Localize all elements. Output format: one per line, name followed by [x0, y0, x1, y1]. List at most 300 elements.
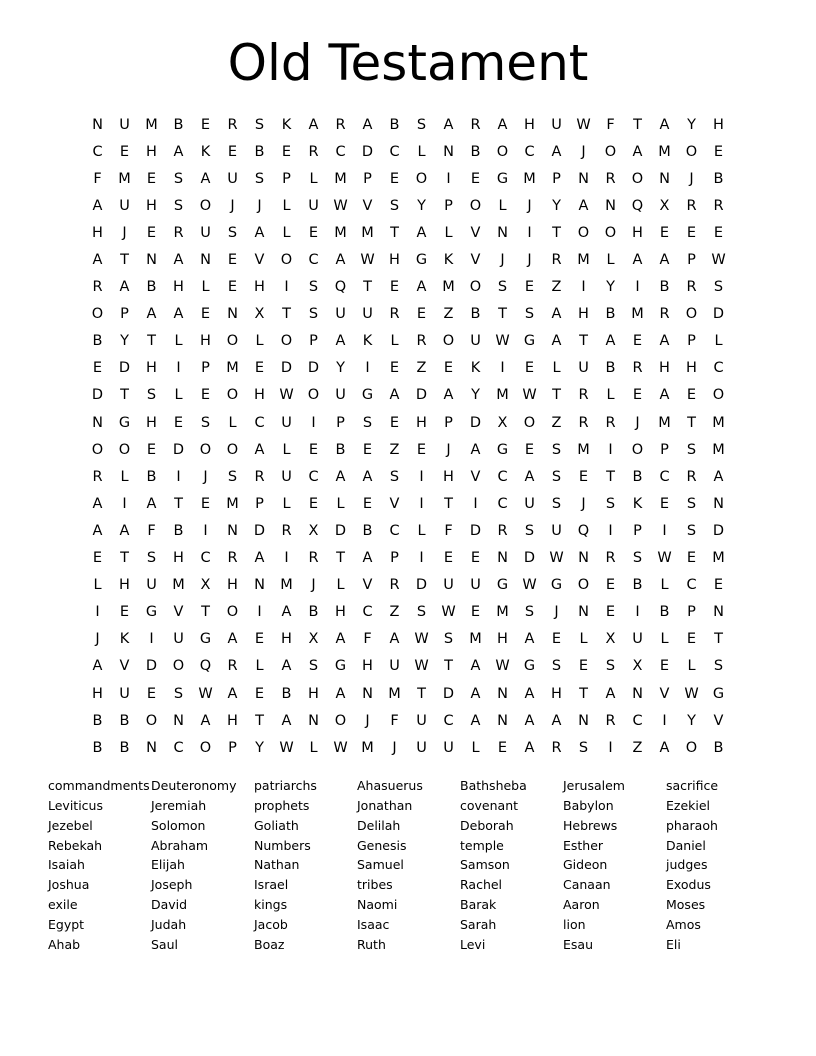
grid-letter[interactable]: N — [200, 252, 211, 269]
grid-letter[interactable]: C — [713, 360, 724, 377]
grid-letter[interactable]: C — [686, 577, 697, 594]
grid-letter[interactable]: I — [176, 360, 181, 377]
grid-letter[interactable]: A — [443, 387, 454, 404]
grid-letter[interactable]: M — [361, 739, 374, 756]
grid-letter[interactable]: E — [119, 143, 130, 160]
grid-letter[interactable]: V — [713, 712, 724, 729]
grid-letter[interactable]: J — [527, 197, 532, 214]
grid-letter[interactable]: O — [145, 712, 158, 729]
grid-letter[interactable]: L — [282, 441, 291, 458]
grid-letter[interactable]: A — [362, 550, 373, 567]
grid-letter[interactable]: N — [578, 712, 589, 729]
grid-letter[interactable]: Z — [389, 604, 400, 621]
grid-letter[interactable]: O — [469, 197, 482, 214]
grid-letter[interactable]: E — [146, 224, 157, 241]
grid-letter[interactable]: O — [577, 224, 590, 241]
grid-letter[interactable]: U — [281, 468, 292, 485]
grid-letter[interactable]: O — [226, 604, 239, 621]
grid-letter[interactable]: R — [605, 414, 616, 431]
grid-letter[interactable]: T — [687, 414, 696, 431]
grid-letter[interactable]: A — [551, 333, 562, 350]
grid-letter[interactable]: R — [497, 522, 508, 539]
grid-letter[interactable]: R — [254, 468, 265, 485]
grid-letter[interactable]: X — [308, 631, 319, 648]
grid-letter[interactable]: J — [203, 468, 208, 485]
grid-letter[interactable]: L — [309, 170, 318, 187]
grid-letter[interactable]: G — [496, 170, 509, 187]
grid-letter[interactable]: Y — [120, 333, 129, 350]
grid-letter[interactable]: Y — [687, 116, 696, 133]
grid-letter[interactable]: E — [497, 739, 508, 756]
grid-letter[interactable]: H — [254, 279, 265, 296]
grid-letter[interactable]: W — [279, 387, 294, 404]
grid-letter[interactable]: I — [500, 360, 505, 377]
grid-letter[interactable]: R — [605, 170, 616, 187]
grid-letter[interactable]: O — [199, 739, 212, 756]
grid-letter[interactable]: R — [605, 712, 616, 729]
grid-letter[interactable]: O — [685, 306, 698, 323]
grid-letter[interactable]: W — [414, 631, 429, 648]
grid-letter[interactable]: R — [686, 468, 697, 485]
grid-letter[interactable]: M — [361, 224, 374, 241]
grid-letter[interactable]: M — [334, 170, 347, 187]
grid-letter[interactable]: K — [443, 252, 454, 269]
grid-letter[interactable]: Z — [389, 441, 400, 458]
grid-letter[interactable]: N — [362, 685, 373, 702]
grid-letter[interactable]: L — [579, 631, 588, 648]
grid-letter[interactable]: P — [444, 414, 453, 431]
grid-letter[interactable]: A — [92, 522, 103, 539]
grid-letter[interactable]: S — [389, 197, 400, 214]
grid-letter[interactable]: A — [713, 468, 724, 485]
grid-letter[interactable]: U — [443, 577, 454, 594]
grid-letter[interactable]: N — [497, 712, 508, 729]
grid-letter[interactable]: E — [659, 658, 670, 675]
grid-letter[interactable]: F — [390, 712, 399, 729]
grid-letter[interactable]: Y — [552, 197, 561, 214]
grid-letter[interactable]: H — [92, 224, 103, 241]
grid-letter[interactable]: H — [389, 252, 400, 269]
grid-letter[interactable]: A — [389, 387, 400, 404]
grid-letter[interactable]: L — [606, 252, 615, 269]
grid-letter[interactable]: H — [92, 685, 103, 702]
grid-letter[interactable]: K — [632, 495, 643, 512]
grid-letter[interactable]: R — [578, 387, 589, 404]
grid-letter[interactable]: J — [500, 252, 505, 269]
grid-letter[interactable]: I — [635, 279, 640, 296]
grid-letter[interactable]: G — [712, 685, 725, 702]
grid-letter[interactable]: E — [200, 495, 211, 512]
grid-letter[interactable]: I — [311, 414, 316, 431]
grid-letter[interactable]: K — [470, 360, 481, 377]
grid-letter[interactable]: E — [200, 116, 211, 133]
grid-letter[interactable]: A — [470, 685, 481, 702]
grid-letter[interactable]: A — [146, 306, 157, 323]
grid-letter[interactable]: G — [334, 658, 347, 675]
grid-letter[interactable]: B — [632, 468, 643, 485]
grid-letter[interactable]: G — [496, 441, 509, 458]
grid-letter[interactable]: L — [660, 631, 669, 648]
grid-letter[interactable]: J — [257, 197, 262, 214]
grid-letter[interactable]: S — [362, 414, 373, 431]
grid-letter[interactable]: B — [146, 468, 157, 485]
grid-letter[interactable]: U — [335, 387, 346, 404]
grid-letter[interactable]: D — [280, 360, 293, 377]
grid-letter[interactable]: M — [226, 495, 239, 512]
grid-letter[interactable]: E — [281, 143, 292, 160]
grid-letter[interactable]: S — [308, 658, 319, 675]
grid-letter[interactable]: O — [226, 333, 239, 350]
grid-letter[interactable]: A — [605, 685, 616, 702]
grid-letter[interactable]: G — [523, 658, 536, 675]
grid-letter[interactable]: S — [524, 306, 535, 323]
grid-letter[interactable]: F — [606, 116, 615, 133]
grid-letter[interactable]: I — [176, 468, 181, 485]
grid-letter[interactable]: E — [200, 306, 211, 323]
grid-letter[interactable]: D — [523, 550, 536, 567]
grid-letter[interactable]: Q — [631, 197, 644, 214]
grid-letter[interactable]: C — [335, 143, 346, 160]
grid-letter[interactable]: B — [173, 116, 184, 133]
grid-letter[interactable]: H — [524, 116, 535, 133]
grid-letter[interactable]: S — [389, 468, 400, 485]
grid-letter[interactable]: H — [497, 631, 508, 648]
grid-letter[interactable]: Y — [606, 279, 615, 296]
grid-letter[interactable]: J — [689, 170, 694, 187]
grid-letter[interactable]: J — [311, 577, 316, 594]
grid-letter[interactable]: N — [146, 739, 157, 756]
grid-letter[interactable]: J — [122, 224, 127, 241]
grid-letter[interactable]: O — [496, 143, 509, 160]
grid-letter[interactable]: U — [200, 224, 211, 241]
grid-letter[interactable]: A — [389, 631, 400, 648]
grid-letter[interactable]: R — [578, 414, 589, 431]
grid-letter[interactable]: V — [119, 658, 130, 675]
grid-letter[interactable]: E — [659, 224, 670, 241]
grid-letter[interactable]: U — [119, 197, 130, 214]
grid-letter[interactable]: R — [551, 739, 562, 756]
grid-letter[interactable]: I — [581, 279, 586, 296]
grid-letter[interactable]: W — [549, 550, 564, 567]
grid-letter[interactable]: Z — [551, 414, 562, 431]
grid-letter[interactable]: E — [389, 279, 400, 296]
grid-letter[interactable]: B — [119, 739, 130, 756]
grid-letter[interactable]: R — [335, 116, 346, 133]
grid-letter[interactable]: I — [608, 739, 613, 756]
grid-letter[interactable]: L — [687, 658, 696, 675]
grid-letter[interactable]: W — [333, 739, 348, 756]
grid-letter[interactable]: S — [551, 468, 562, 485]
grid-letter[interactable]: A — [308, 116, 319, 133]
grid-letter[interactable]: H — [713, 116, 724, 133]
grid-letter[interactable]: C — [362, 604, 373, 621]
grid-letter[interactable]: S — [173, 170, 184, 187]
grid-letter[interactable]: H — [659, 360, 670, 377]
grid-letter[interactable]: P — [336, 414, 345, 431]
grid-letter[interactable]: H — [146, 360, 157, 377]
grid-letter[interactable]: U — [632, 631, 643, 648]
grid-letter[interactable]: A — [227, 631, 238, 648]
grid-letter[interactable]: P — [633, 522, 642, 539]
grid-letter[interactable]: M — [658, 414, 671, 431]
grid-letter[interactable]: U — [146, 577, 157, 594]
grid-letter[interactable]: H — [146, 197, 157, 214]
grid-letter[interactable]: E — [173, 414, 184, 431]
grid-letter[interactable]: O — [604, 224, 617, 241]
grid-letter[interactable]: D — [469, 414, 482, 431]
grid-letter[interactable]: B — [92, 712, 103, 729]
grid-letter[interactable]: T — [552, 387, 561, 404]
grid-letter[interactable]: A — [335, 631, 346, 648]
grid-letter[interactable]: B — [659, 604, 670, 621]
grid-letter[interactable]: L — [228, 414, 237, 431]
grid-letter[interactable]: S — [605, 658, 616, 675]
grid-letter[interactable]: A — [470, 658, 481, 675]
grid-letter[interactable]: M — [631, 306, 644, 323]
grid-letter[interactable]: Q — [577, 522, 590, 539]
grid-letter[interactable]: G — [523, 333, 536, 350]
grid-letter[interactable]: O — [523, 414, 536, 431]
grid-letter[interactable]: M — [496, 604, 509, 621]
grid-letter[interactable]: S — [497, 279, 508, 296]
grid-letter[interactable]: M — [496, 387, 509, 404]
grid-letter[interactable]: X — [497, 414, 508, 431]
grid-letter[interactable]: C — [173, 739, 184, 756]
grid-letter[interactable]: E — [578, 468, 589, 485]
grid-letter[interactable]: A — [173, 252, 184, 269]
grid-letter[interactable]: A — [470, 712, 481, 729]
grid-letter[interactable]: O — [226, 441, 239, 458]
grid-letter[interactable]: T — [201, 604, 210, 621]
grid-letter[interactable]: S — [173, 197, 184, 214]
grid-letter[interactable]: I — [635, 604, 640, 621]
grid-letter[interactable]: E — [389, 360, 400, 377]
grid-letter[interactable]: H — [200, 333, 211, 350]
grid-letter[interactable]: V — [362, 197, 373, 214]
grid-letter[interactable]: O — [442, 333, 455, 350]
grid-letter[interactable]: E — [443, 360, 454, 377]
grid-letter[interactable]: I — [284, 279, 289, 296]
grid-letter[interactable]: C — [497, 468, 508, 485]
grid-letter[interactable]: V — [470, 468, 481, 485]
grid-letter[interactable]: S — [308, 279, 319, 296]
grid-letter[interactable]: D — [469, 522, 482, 539]
grid-letter[interactable]: T — [120, 550, 129, 567]
grid-letter[interactable]: P — [687, 252, 696, 269]
grid-letter[interactable]: L — [282, 224, 291, 241]
grid-letter[interactable]: R — [416, 333, 427, 350]
grid-letter[interactable]: E — [146, 170, 157, 187]
grid-letter[interactable]: T — [579, 333, 588, 350]
grid-letter[interactable]: E — [308, 441, 319, 458]
grid-letter[interactable]: G — [118, 414, 131, 431]
grid-letter[interactable]: R — [389, 306, 400, 323]
grid-letter[interactable]: D — [415, 577, 428, 594]
grid-letter[interactable]: E — [254, 685, 265, 702]
grid-letter[interactable]: I — [419, 468, 424, 485]
grid-letter[interactable]: R — [92, 468, 103, 485]
grid-letter[interactable]: J — [230, 197, 235, 214]
grid-letter[interactable]: B — [146, 279, 157, 296]
grid-letter[interactable]: B — [335, 441, 346, 458]
grid-letter[interactable]: Z — [551, 279, 562, 296]
grid-letter[interactable]: A — [659, 387, 670, 404]
grid-letter[interactable]: M — [118, 170, 131, 187]
grid-letter[interactable]: S — [551, 495, 562, 512]
grid-letter[interactable]: P — [363, 170, 372, 187]
grid-letter[interactable]: E — [686, 387, 697, 404]
grid-letter[interactable]: D — [361, 143, 374, 160]
grid-letter[interactable]: O — [118, 441, 131, 458]
grid-letter[interactable]: W — [495, 333, 510, 350]
grid-letter[interactable]: S — [227, 468, 238, 485]
grid-letter[interactable]: T — [147, 333, 156, 350]
grid-letter[interactable]: O — [631, 170, 644, 187]
grid-letter[interactable]: N — [146, 252, 157, 269]
grid-letter[interactable]: E — [686, 224, 697, 241]
grid-letter[interactable]: Z — [443, 306, 454, 323]
grid-letter[interactable]: O — [712, 387, 725, 404]
grid-letter[interactable]: E — [92, 360, 103, 377]
grid-letter[interactable]: E — [227, 279, 238, 296]
grid-letter[interactable]: M — [712, 550, 725, 567]
grid-letter[interactable]: E — [416, 441, 427, 458]
grid-letter[interactable]: A — [281, 712, 292, 729]
grid-letter[interactable]: W — [684, 685, 699, 702]
grid-letter[interactable]: F — [363, 631, 372, 648]
grid-letter[interactable]: F — [93, 170, 102, 187]
grid-letter[interactable]: T — [444, 495, 453, 512]
grid-letter[interactable]: W — [522, 577, 537, 594]
grid-letter[interactable]: T — [444, 658, 453, 675]
grid-letter[interactable]: R — [227, 658, 238, 675]
grid-letter[interactable]: E — [308, 495, 319, 512]
grid-letter[interactable]: G — [550, 577, 563, 594]
grid-letter[interactable]: A — [362, 468, 373, 485]
grid-letter[interactable]: U — [119, 116, 130, 133]
grid-letter[interactable]: M — [145, 116, 158, 133]
grid-letter[interactable]: O — [91, 306, 104, 323]
grid-letter[interactable]: R — [308, 143, 319, 160]
grid-letter[interactable]: I — [608, 522, 613, 539]
grid-letter[interactable]: A — [335, 333, 346, 350]
grid-letter[interactable]: H — [686, 360, 697, 377]
grid-letter[interactable]: R — [713, 197, 724, 214]
grid-letter[interactable]: A — [335, 468, 346, 485]
grid-letter[interactable]: H — [146, 414, 157, 431]
grid-letter[interactable]: N — [497, 224, 508, 241]
grid-letter[interactable]: P — [444, 197, 453, 214]
grid-letter[interactable]: R — [308, 550, 319, 567]
grid-letter[interactable]: N — [578, 604, 589, 621]
grid-letter[interactable]: E — [605, 577, 616, 594]
grid-letter[interactable]: C — [389, 143, 400, 160]
grid-letter[interactable]: N — [497, 685, 508, 702]
grid-letter[interactable]: T — [579, 685, 588, 702]
grid-letter[interactable]: A — [659, 333, 670, 350]
grid-letter[interactable]: E — [227, 252, 238, 269]
grid-letter[interactable]: T — [714, 631, 723, 648]
grid-letter[interactable]: B — [92, 333, 103, 350]
grid-letter[interactable]: P — [687, 333, 696, 350]
grid-letter[interactable]: A — [551, 712, 562, 729]
grid-letter[interactable]: N — [443, 143, 454, 160]
grid-letter[interactable]: W — [441, 604, 456, 621]
grid-letter[interactable]: S — [200, 414, 211, 431]
grid-letter[interactable]: W — [495, 658, 510, 675]
grid-letter[interactable]: T — [120, 387, 129, 404]
grid-letter[interactable]: M — [712, 441, 725, 458]
grid-letter[interactable]: P — [228, 739, 237, 756]
grid-letter[interactable]: H — [308, 685, 319, 702]
grid-letter[interactable]: L — [660, 577, 669, 594]
grid-letter[interactable]: U — [281, 414, 292, 431]
grid-letter[interactable]: A — [416, 279, 427, 296]
grid-letter[interactable]: S — [551, 658, 562, 675]
grid-letter[interactable]: M — [523, 170, 536, 187]
grid-letter[interactable]: W — [360, 252, 375, 269]
grid-letter[interactable]: V — [659, 685, 670, 702]
grid-letter[interactable]: I — [95, 604, 100, 621]
grid-letter[interactable]: H — [443, 468, 454, 485]
grid-letter[interactable]: X — [308, 522, 319, 539]
grid-letter[interactable]: E — [713, 577, 724, 594]
grid-letter[interactable]: B — [173, 522, 184, 539]
grid-letter[interactable]: O — [172, 658, 185, 675]
grid-letter[interactable]: X — [632, 658, 643, 675]
grid-letter[interactable]: N — [173, 712, 184, 729]
grid-letter[interactable]: S — [686, 495, 697, 512]
grid-letter[interactable]: E — [362, 441, 373, 458]
grid-letter[interactable]: K — [200, 143, 211, 160]
grid-letter[interactable]: M — [280, 577, 293, 594]
grid-letter[interactable]: J — [554, 604, 559, 621]
grid-letter[interactable]: A — [551, 306, 562, 323]
grid-letter[interactable]: E — [254, 631, 265, 648]
grid-letter[interactable]: A — [578, 197, 589, 214]
grid-letter[interactable]: C — [254, 414, 265, 431]
grid-letter[interactable]: S — [524, 604, 535, 621]
grid-letter[interactable]: U — [119, 685, 130, 702]
grid-letter[interactable]: T — [498, 306, 507, 323]
grid-letter[interactable]: A — [119, 522, 130, 539]
grid-letter[interactable]: K — [281, 116, 292, 133]
grid-letter[interactable]: V — [389, 495, 400, 512]
grid-letter[interactable]: H — [281, 631, 292, 648]
grid-letter[interactable]: D — [712, 522, 725, 539]
grid-letter[interactable]: C — [524, 143, 535, 160]
grid-letter[interactable]: A — [200, 170, 211, 187]
grid-letter[interactable]: W — [576, 116, 591, 133]
grid-letter[interactable]: A — [281, 604, 292, 621]
grid-letter[interactable]: O — [91, 441, 104, 458]
grid-letter[interactable]: D — [712, 306, 725, 323]
grid-letter[interactable]: I — [419, 550, 424, 567]
grid-letter[interactable]: G — [199, 631, 212, 648]
grid-letter[interactable]: O — [631, 441, 644, 458]
grid-letter[interactable]: A — [146, 495, 157, 512]
grid-letter[interactable]: B — [470, 306, 481, 323]
grid-letter[interactable]: C — [389, 522, 400, 539]
grid-letter[interactable]: S — [227, 224, 238, 241]
grid-letter[interactable]: E — [470, 170, 481, 187]
grid-letter[interactable]: R — [686, 279, 697, 296]
grid-letter[interactable]: C — [443, 712, 454, 729]
grid-letter[interactable]: L — [93, 577, 102, 594]
grid-letter[interactable]: J — [95, 631, 100, 648]
grid-letter[interactable]: U — [551, 116, 562, 133]
grid-letter[interactable]: T — [336, 550, 345, 567]
